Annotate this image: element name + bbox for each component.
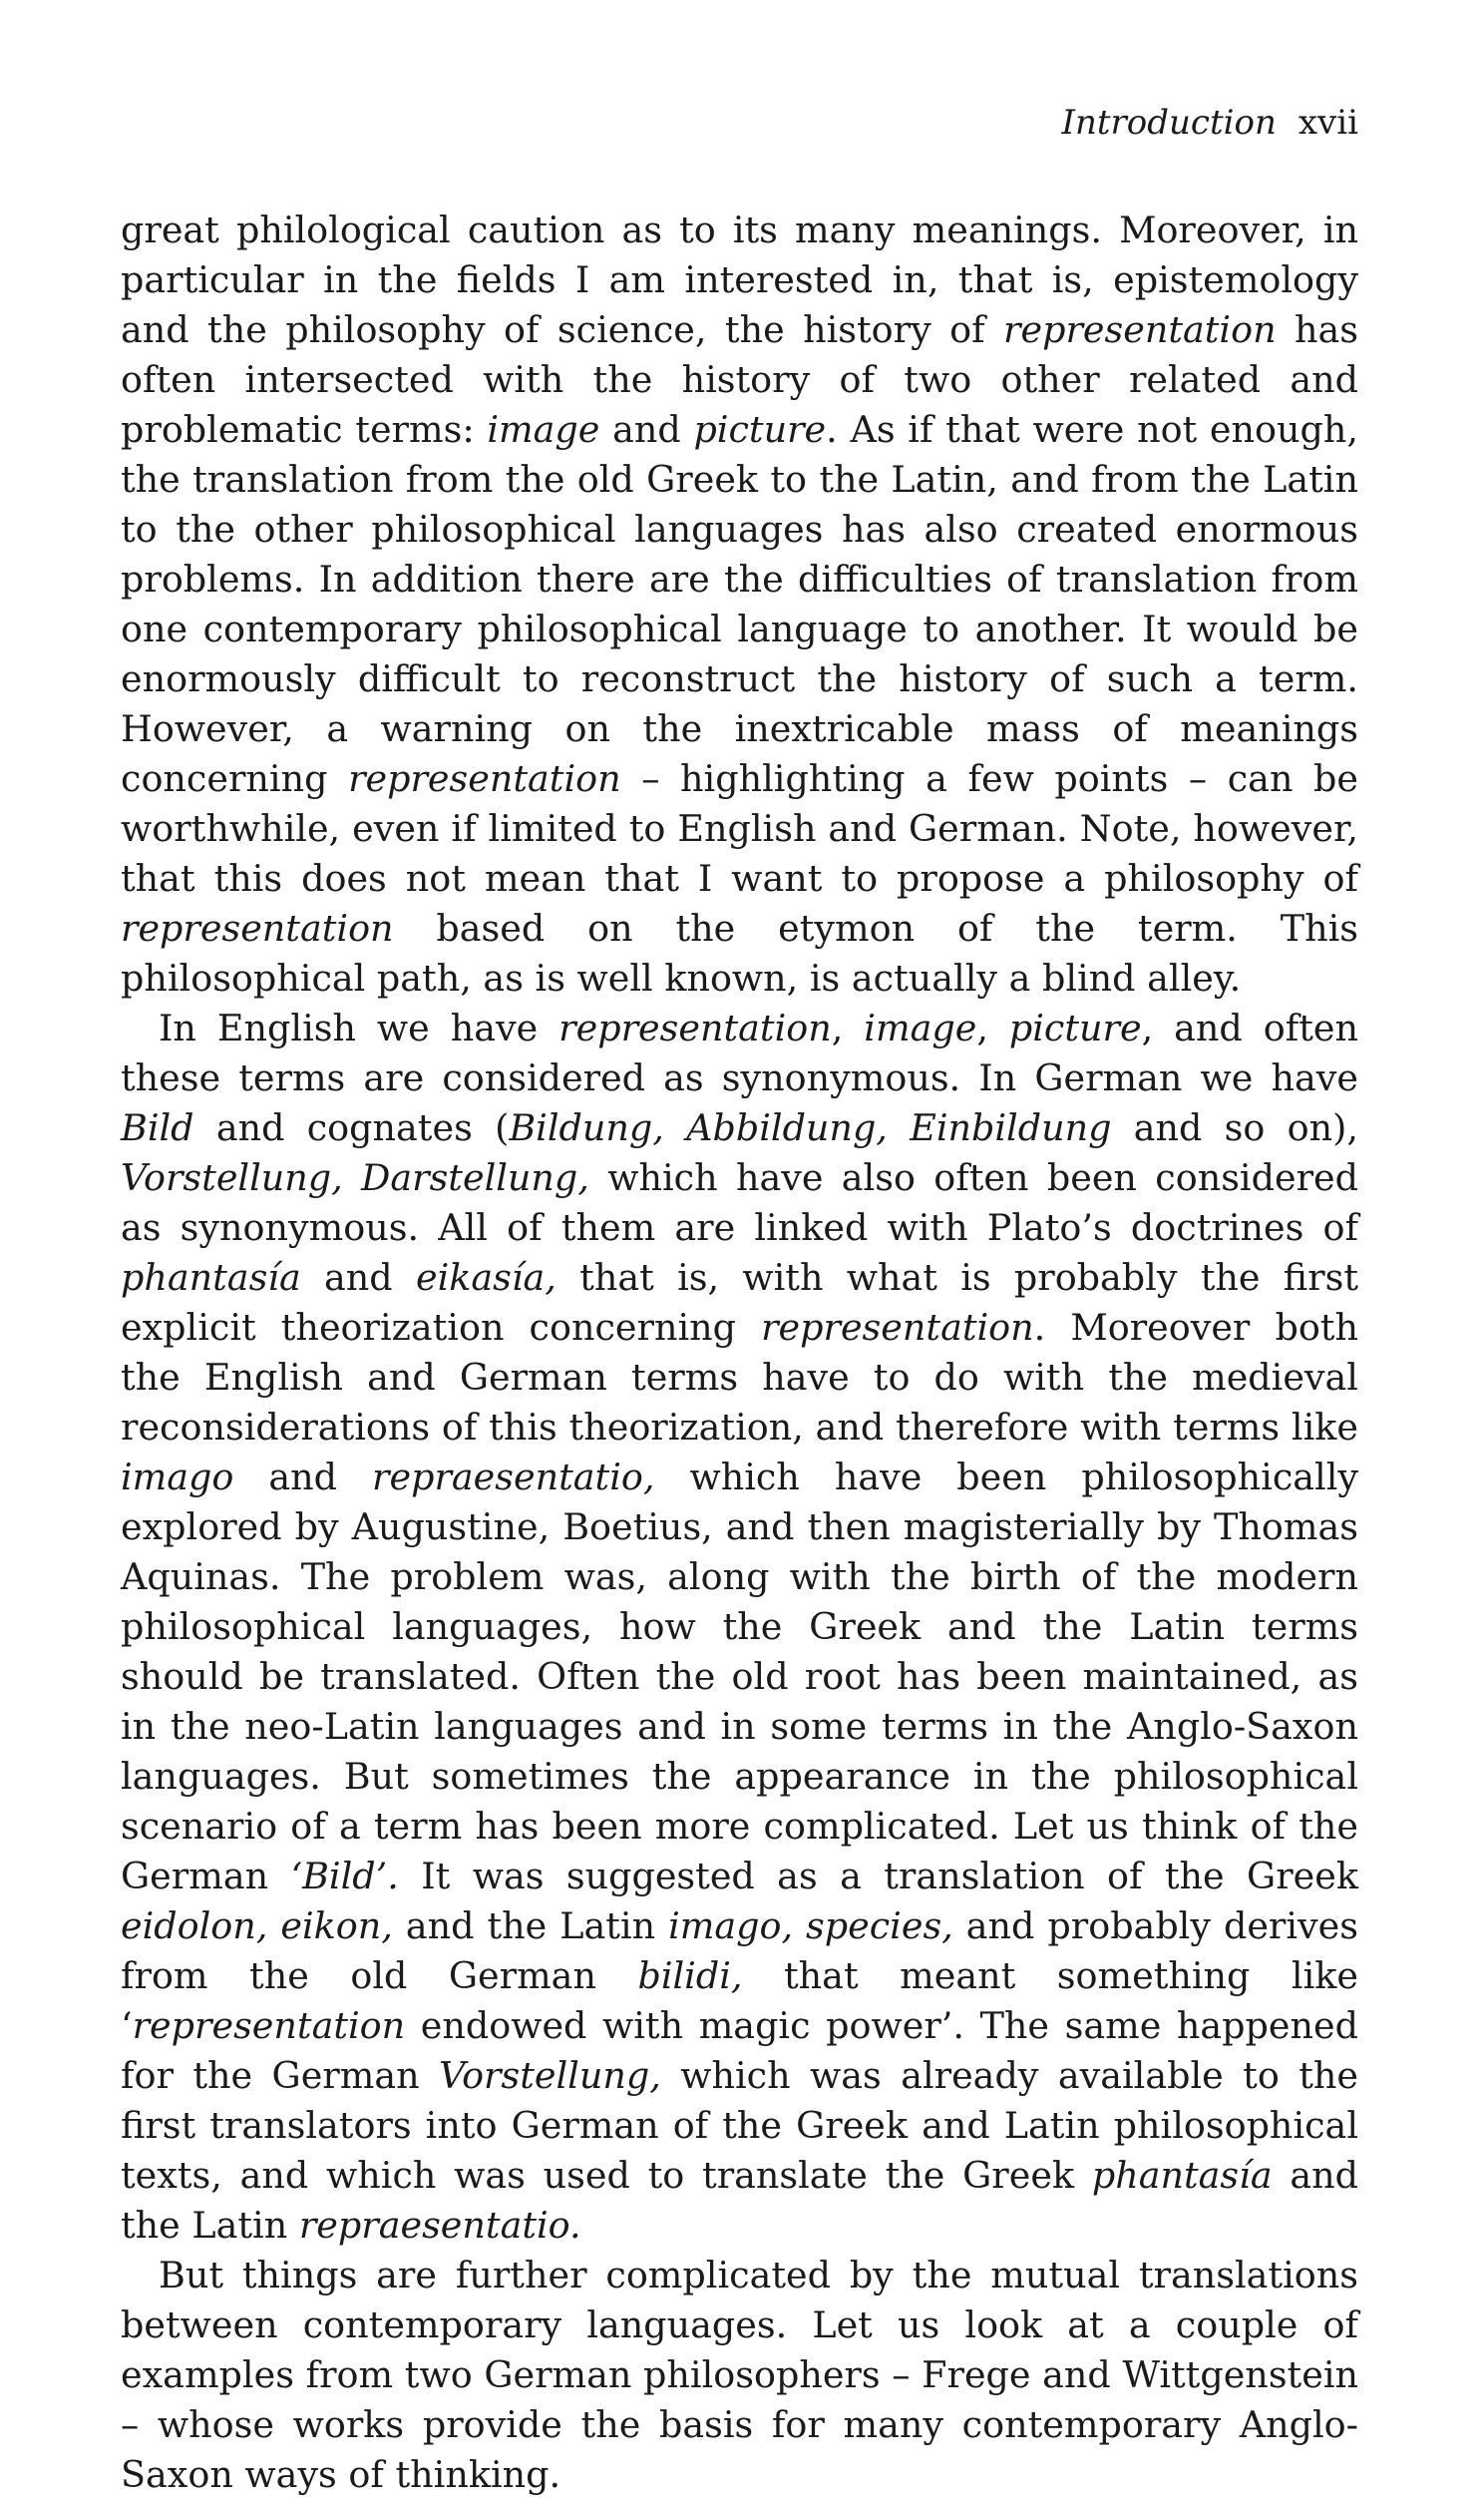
body-text: [121, 206, 1358, 2500]
paragraph-1: great philological caution as to its many meanings. Moreover, in particular in the fields I am interested in, that is, epistemology and the philosophy of science, the history of representation has often intersected with the history of two other related and problematic terms: image and picture. As if that were not enough, the translation from the old Greek to the Latin, and from the Latin to the other philosophical languages has also created enormous problems. In addition there are the difficulties of translation from one contemporary philosophical language to another. It would be enormously difficult to reconstruct the history of such a term. However, a warning on the inextricable mass of meanings concerning representation – highlighting a few points – can be worthwhile, even if limited to English and German. Note, however, that this does not mean that I want to propose a philosophy of representation based on the etymon of the term. This philosophical path, as is well known, is actually a blind alley.: [121, 208, 1359, 1000]
paragraph-3: But things are further complicated by the mutual translations between contemporary languages. Let us look at a couple of examples from two German philosophers – Frege and Wittgenstein – whose works provide the basis for many contemporary Anglo-Saxon ways of thinking.: [121, 2254, 1358, 2496]
paragraph-2: In English we have representation, image, picture, and often these terms are considered as synonymous. In German we have Bild and cognates (Bildung, Abbildung, Einbildung and so on), Vorstellung, Darstellung, which have also often been considered as synonymous. All of them are linked with Plato’s doctrines of phantasía and eikasía, that is, with what is probably the first explicit theorization concerning representation. Moreover both the English and German terms have to do with the medieval reconsiderations of this theorization, and therefore with terms like imago and repraesentatio, which have been philosophically explored by Augustine, Boetius, and then magisterially by Thomas Aquinas. The problem was, along with the birth of the modern philosophical languages, how the Greek and the Latin terms should be translated. Often the old root has been maintained, as in the neo-Latin languages and in some terms in the Anglo-Saxon languages. But sometimes the appearance in the philosophical scenario of a term has been more complicated. Let us think of the German ‘Bild’. It was suggested as a translation of the Greek eidolon, eikon, and the Latin imago, species, and probably derives from the old German bilidi, that meant something like ‘representation endowed with magic power’. The same happened for the German Vorstellung, which was already available to the first translators into German of the Greek and Latin philosophical texts, and which was used to translate the Greek phantasía and the Latin repraesentatio.: [121, 1007, 1359, 2247]
book-page: [121, 0, 1359, 2496]
running-head-section: Introduction: [1061, 103, 1277, 143]
page-number: xvii: [1298, 103, 1358, 143]
running-head: [1061, 103, 1358, 143]
